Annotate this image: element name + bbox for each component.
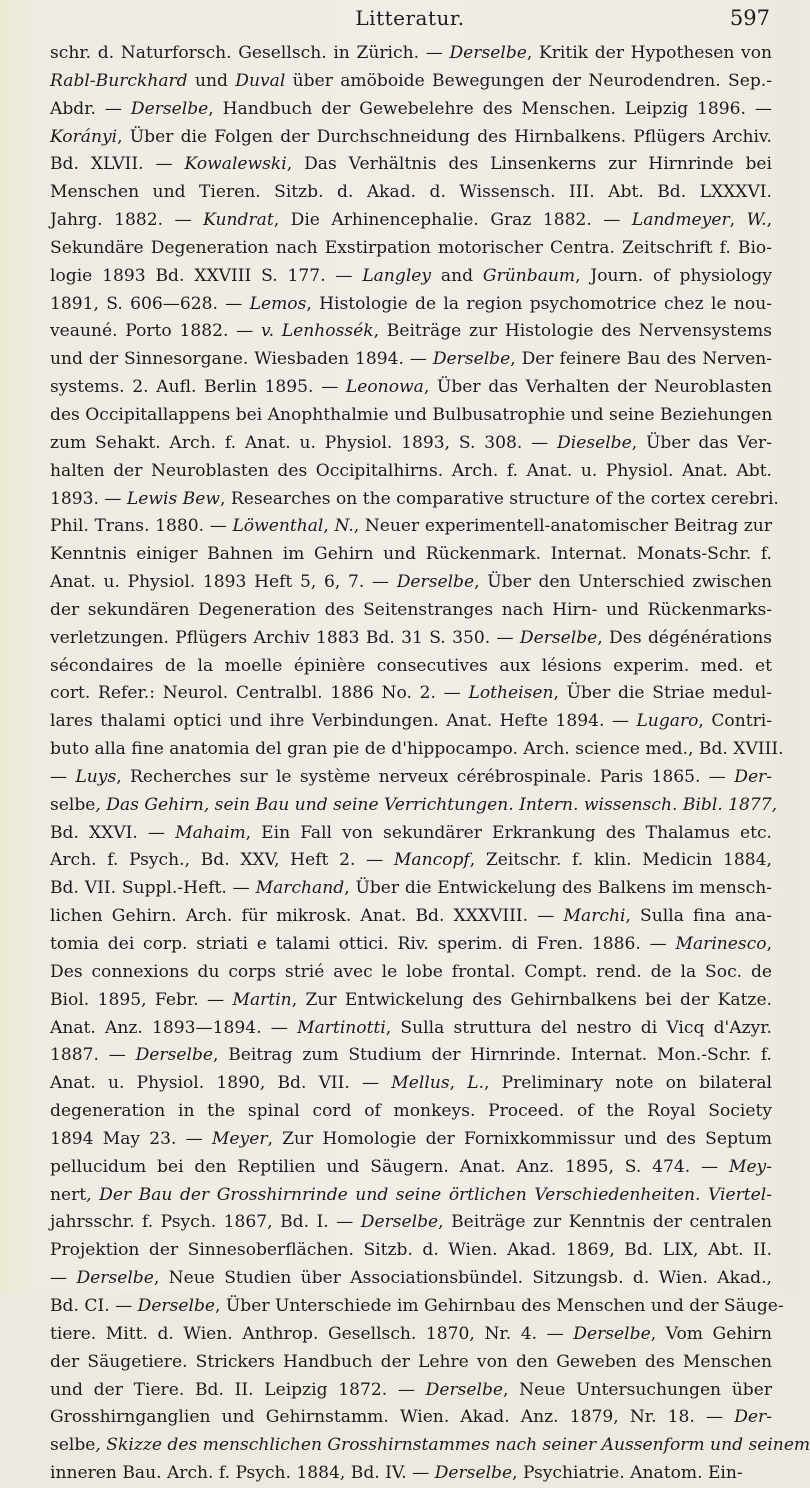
text-line: Des connexions du corps strié avec le lobe frontal. Compt. rend. de la Soc. de (50, 961, 772, 982)
text-line: — Derselbe, Neue Studien über Associationsbündel. Sitzungsb. d. Wien. Akad., (50, 1268, 772, 1289)
text-line: der sekundären Degeneration des Seitenstranges nach Hirn- und Rückenmarks- (50, 599, 772, 620)
text-line: Anat. u. Physiol. 1893 Heft 5, 6, 7. — Derselbe, Über den Unterschied zwischen (50, 572, 772, 593)
text-line: schr. d. Naturforsch. Gesellsch. in Zürich. — Derselbe, Kritik der Hypothesen von (50, 43, 772, 63)
text-line: Jahrg. 1882. — Kundrat, Die Arhinencephalie. Graz 1882. — Landmeyer, W., (50, 210, 773, 231)
text-line: lichen Gehirn. Arch. für mikrosk. Anat. Bd. XXXVIII. — Marchi, Sulla fina ana- (50, 906, 772, 927)
text-line: Korányi, Über die Folgen der Durchschneidung des Hirnbalkens. Pflügers Archiv. (50, 126, 772, 147)
text-line: Grosshirnganglien und Gehirnstamm. Wien. Akad. Anz. 1879, Nr. 18. — Der- (50, 1407, 772, 1428)
text-line: inneren Bau. Arch. f. Psych. 1884, Bd. IV. — Derselbe, Psychiatrie. Anatom. Ein- (50, 1463, 743, 1484)
text-line: tiere. Mitt. d. Wien. Anthrop. Gesellsch. 1870, Nr. 4. — Derselbe, Vom Gehirn (50, 1323, 772, 1344)
page-header (50, 6, 770, 28)
text-line: sécondaires de la moelle épinière consecutives aux lésions experim. med. et (50, 655, 772, 676)
text-line: Arch. f. Psych., Bd. XXV, Heft 2. — Mancopf, Zeitschr. f. klin. Medicin 1884, (50, 850, 772, 871)
text-line: 1894 May 23. — Meyer, Zur Homologie der Fornixkommissur und des Septum (50, 1128, 772, 1149)
text-line: Menschen und Tieren. Sitzb. d. Akad. d. Wissensch. III. Abt. Bd. LXXXVI. (50, 182, 772, 203)
text-line: Bd. XLVII. — Kowalewski, Das Verhältnis des Linsenkerns zur Hirnrinde bei (50, 154, 772, 175)
text-line: logie 1893 Bd. XXVIII S. 177. — Langley and Grünbaum, Journ. of physiology (50, 265, 772, 286)
bibliography-text (50, 40, 810, 1488)
text-line: 1893. — Lewis Bew, Researches on the comparative structure of the cortex cerebri. (50, 488, 779, 509)
text-line: und der Tiere. Bd. II. Leipzig 1872. — Derselbe, Neue Untersuchungen über (50, 1379, 772, 1400)
text-line: lares thalami optici und ihre Verbindungen. Anat. Hefte 1894. — Lugaro, Contri- (50, 711, 773, 732)
text-line: Sekundäre Degeneration nach Exstirpation motorischer Centra. Zeitschrift f. Bio- (50, 237, 772, 258)
text-line: Kenntnis einiger Bahnen im Gehirn und Rückenmark. Internat. Monats-Schr. f. (50, 544, 772, 565)
text-line: Bd. CI. — Derselbe, Über Unterschiede im Gehirnbau des Menschen und der Säuge- (50, 1295, 784, 1316)
text-line: jahrsschr. f. Psych. 1867, Bd. I. — Derselbe, Beiträge zur Kenntnis der centralen (50, 1212, 772, 1233)
text-line: veauné. Porto 1882. — v. Lenhossék, Beiträge zur Histologie des Nervensystems (50, 321, 772, 342)
text-line: Abdr. — Derselbe, Handbuch der Gewebelehre des Menschen. Leipzig 1896. — (50, 98, 773, 119)
text-line: zum Sehakt. Arch. f. Anat. u. Physiol. 1893, S. 308. — Dieselbe, Über das Ver- (50, 432, 772, 453)
text-line: selbe, Das Gehirn, sein Bau und seine Verrichtungen. Intern. wissensch. Bibl. 1877, (50, 794, 778, 815)
running-title: Litteratur. (355, 6, 465, 30)
text-line: der Säugetiere. Strickers Handbuch der Lehre von den Geweben des Menschen (50, 1351, 772, 1372)
text-line: buto alla fine anatomia del gran pie de d'hippocampo. Arch. science med., Bd. XVIII. (50, 739, 784, 760)
text-line: 1887. — Derselbe, Beitrag zum Studium der Hirnrinde. Internat. Mon.-Schr. f. (50, 1045, 772, 1066)
text-line: pellucidum bei den Reptilien und Säugern. Anat. Anz. 1895, S. 474. — Mey- (50, 1156, 772, 1177)
text-line: Bd. XXVI. — Mahaim, Ein Fall von sekundärer Erkrankung des Thalamus etc. (50, 822, 772, 843)
text-line: cort. Refer.: Neurol. Centralbl. 1886 No. 2. — Lotheisen, Über die Striae medul- (50, 683, 773, 704)
page-number: 597 (729, 6, 770, 30)
text-line: tomia dei corp. striati e talami ottici. Riv. sperim. di Fren. 1886. — Marinesco, (50, 934, 772, 954)
text-line: selbe, Skizze des menschlichen Grosshirnstammes nach seiner Aussenform und seinem (50, 1435, 810, 1456)
text-line: systems. 2. Aufl. Berlin 1895. — Leonowa, Über das Verhalten der Neuroblasten (50, 377, 772, 398)
text-line: Biol. 1895, Febr. — Martin, Zur Entwickelung des Gehirnbalkens bei der Katze. (50, 989, 772, 1010)
text-line: nert, Der Bau der Grosshirnrinde und seine örtlichen Verschiedenheiten. Viertel- (50, 1184, 772, 1205)
text-line: verletzungen. Pflügers Archiv 1883 Bd. 31 S. 350. — Derselbe, Des dégénérations (50, 627, 772, 648)
text-line: Anat. Anz. 1893—1894. — Martinotti, Sulla struttura del nestro di Vicq d'Azyr. (50, 1017, 772, 1038)
text-line: Anat. u. Physiol. 1890, Bd. VII. — Mellus, L., Preliminary note on bilateral (50, 1073, 772, 1094)
text-line: Phil. Trans. 1880. — Löwenthal, N., Neuer experimentell-anatomischer Beitrag zur (50, 516, 772, 537)
text-line: 1891, S. 606—628. — Lemos, Histologie de la region psychomotrice chez le nou- (50, 293, 772, 314)
text-line: degeneration in the spinal cord of monkeys. Proceed. of the Royal Society (50, 1101, 772, 1122)
text-line: — Luys, Recherches sur le système nerveux cérébrospinale. Paris 1865. — Der- (50, 766, 773, 787)
text-line: Projektion der Sinnesoberflächen. Sitzb. d. Wien. Akad. 1869, Bd. LIX, Abt. II. (50, 1240, 772, 1261)
text-line: Rabl-Burckhard und Duval über amöboide Bewegungen der Neurodendren. Sep.- (50, 70, 772, 91)
text-line: Bd. VII. Suppl.-Heft. — Marchand, Über die Entwickelung des Balkens im mensch- (50, 878, 772, 899)
text-line: und der Sinnesorgane. Wiesbaden 1894. — Derselbe, Der feinere Bau des Nerven- (50, 349, 772, 370)
text-line: halten der Neuroblasten des Occipitalhirns. Arch. f. Anat. u. Physiol. Anat. Abt. (50, 460, 772, 481)
text-line: des Occipitallappens bei Anophthalmie und Bulbusatrophie und seine Beziehungen (50, 404, 773, 425)
